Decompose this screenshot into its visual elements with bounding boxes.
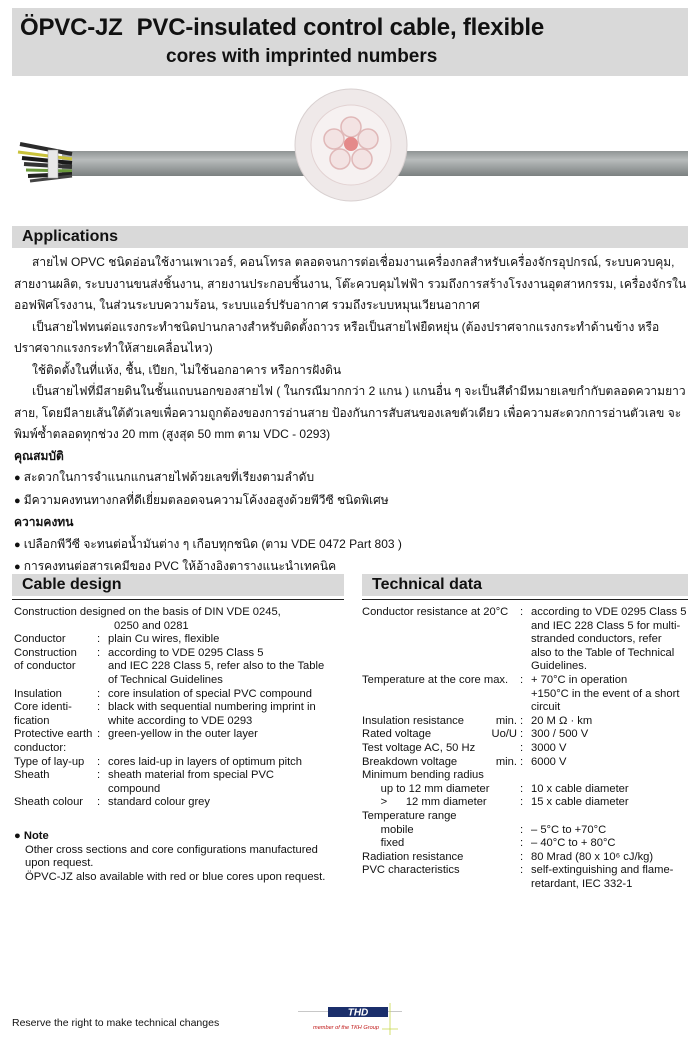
tech-qualifier [488, 837, 520, 851]
spec-label: Construction [14, 646, 77, 659]
tech-row [362, 633, 688, 647]
spec-value: standard colour grey [108, 796, 210, 809]
tech-label: > 12 mm diameter [362, 796, 487, 809]
tech-qualifier [488, 742, 520, 756]
tech-row [362, 647, 688, 661]
product-title: PVC-insulated control cable, flexible [136, 14, 544, 41]
tech-row [362, 796, 688, 810]
colon: : [520, 673, 524, 686]
colon: : [520, 714, 524, 727]
colon: : [520, 728, 524, 741]
spec-value [108, 742, 344, 756]
tech-qualifier [488, 851, 520, 865]
tech-row [362, 674, 688, 688]
construction-intro: 0250 and 0281 [114, 619, 189, 632]
tech-value: – 5°C to +70°C [531, 823, 607, 836]
tech-label [362, 688, 488, 702]
tech-label: Test voltage AC, 50 Hz [362, 741, 476, 754]
spec-row [14, 633, 344, 647]
tech-row [362, 783, 688, 797]
tech-qualifier [488, 688, 520, 702]
page-title [20, 14, 544, 42]
tech-row [362, 701, 688, 715]
spec-value: compound [108, 782, 161, 795]
spec-row [14, 756, 344, 770]
colon [520, 878, 531, 892]
tech-value: circuit [531, 701, 561, 714]
tech-row [362, 728, 688, 742]
colon: : [97, 701, 101, 714]
colon [520, 701, 531, 715]
spec-label: Sheath [14, 769, 50, 782]
spec-value: white according to VDE 0293 [108, 714, 253, 727]
tech-qualifier [662, 769, 694, 783]
spec-label: Conductor [14, 633, 66, 646]
tech-row [362, 756, 688, 770]
svg-text:THD: THD [347, 1007, 369, 1019]
tech-qualifier [488, 701, 520, 715]
note-text: Other cross sections and core configurations manufactured [25, 843, 318, 856]
colon: : [97, 687, 101, 700]
spec-row [14, 701, 344, 715]
tech-qualifier [488, 878, 520, 892]
tech-row [362, 620, 688, 634]
cable-design-body [14, 606, 344, 884]
tech-label [362, 701, 488, 715]
tech-label: fixed [362, 837, 405, 850]
tech-value: stranded conductors, refer [531, 633, 662, 646]
technical-data-bar [362, 574, 688, 596]
spec-row [14, 728, 344, 742]
tech-label: Temperature at the core max. [362, 673, 509, 686]
colon [520, 660, 531, 674]
tech-label: Breakdown voltage [362, 755, 458, 768]
tech-row [362, 851, 688, 865]
tech-qualifier [488, 674, 520, 688]
applications-paragraph: เป็นสายไฟที่มีสายดินในชั้นแถบนอกของสายไฟ ( ในกรณีมากกว่า 2 แกน ) แกนอื่น ๆ จะเป็นสีดำมีหมายเลขกำกับตลอดความยาวสาย, โดยมีลายเส้นใต้ตัวเลขเพื่อความถูกต้องของการอ่านสาย ป้องกันการสับสนของเลขตัวเดียว เพื่อความสะดวกการอ่านตัวเลข จะพิมพ์ซ้ำตลอดทุกช่วง 20 mm (สูงสุด 50 mm ตาม VDC - 0293) [14, 384, 686, 441]
spec-row [14, 674, 344, 688]
spec-label: Core identi- [14, 701, 72, 714]
spec-value: and IEC 228 Class 5, refer also to the Table [108, 660, 325, 673]
tech-value: +150°C in the event of a short [531, 687, 680, 700]
spec-value: sheath material from special PVC [108, 769, 275, 782]
tech-value: – 40°C to + 80°C [531, 837, 616, 850]
tech-value: also to the Table of Technical [531, 646, 675, 659]
tech-value: 15 x cable diameter [531, 796, 629, 809]
spec-row [14, 660, 344, 674]
resistance-item: ● การคงทนต่อสารเคมีของ PVC ให้อ้างอิงตารางแนะนำเทคนิค [14, 556, 688, 579]
spec-value: plain Cu wires, flexible [108, 633, 220, 646]
tech-value: 20 M Ω · km [531, 714, 593, 727]
tech-row [362, 715, 688, 729]
colon: : [520, 796, 524, 809]
exposed-cores [18, 144, 72, 181]
spec-label [14, 783, 97, 797]
page-subtitle: cores with imprinted numbers [166, 46, 438, 67]
tech-label: Radiation resistance [362, 850, 464, 863]
spec-label: Protective earth [14, 728, 93, 741]
footer-note: Reserve the right to make technical changes [12, 1017, 220, 1029]
spec-value: cores laid-up in layers of optimum pitch [108, 755, 303, 768]
colon: : [97, 646, 101, 659]
spec-label: Insulation [14, 687, 62, 700]
tech-qualifier [488, 606, 520, 620]
tech-value: and IEC 228 Class 5 for multi- [531, 619, 681, 632]
spec-value: according to VDE 0295 Class 5 [108, 646, 264, 659]
colon [520, 688, 531, 702]
colon: : [97, 633, 101, 646]
technical-data-body [362, 606, 688, 891]
tech-value: 6000 V [531, 755, 567, 768]
tech-row [362, 837, 688, 851]
spec-row [14, 688, 344, 702]
tech-label [362, 633, 488, 647]
applications-body [14, 252, 688, 579]
spec-label: conductor: [14, 741, 67, 754]
tech-label: up to 12 mm diameter [362, 782, 490, 795]
applications-paragraph: ใช้ติดตั้งในที่แห้ง, ชื้น, เปียก, ไม่ใช้นอกอาคาร หรือการฝังดิน [32, 362, 342, 377]
tech-qualifier: min. [495, 755, 517, 768]
colon [520, 633, 531, 647]
tech-value: according to VDE 0295 Class 5 [531, 606, 687, 618]
spec-value: black with sequential numbering imprint in [108, 701, 316, 714]
tech-qualifier [488, 620, 520, 634]
resistance-heading: ความคงทน [14, 515, 74, 529]
tech-label: PVC characteristics [362, 864, 460, 877]
tech-qualifier [662, 810, 694, 824]
colon: : [97, 755, 101, 768]
cable-illustration [12, 84, 688, 214]
construction-intro: Construction designed on the basis of DIN VDE 0245, [14, 606, 281, 618]
colon: : [97, 728, 101, 741]
property-item: ● มีความคงทนทางกลที่ดีเยี่ยมตลอดจนความโค้งงอสูงด้วยพีวีซี ชนิดพิเศษ [14, 490, 688, 513]
tech-label [362, 620, 488, 634]
tech-qualifier [488, 633, 520, 647]
spec-row [14, 715, 344, 729]
divider [362, 599, 688, 600]
colon [520, 620, 531, 634]
tech-value: 10 x cable diameter [531, 782, 629, 795]
colon [694, 810, 700, 824]
tech-label: Minimum bending radius [362, 769, 484, 782]
tech-value: 3000 V [531, 741, 567, 754]
tech-row [362, 742, 688, 756]
tech-qualifier [488, 864, 520, 878]
spec-row [14, 783, 344, 797]
tech-qualifier [488, 796, 520, 810]
applications-paragraph: สายไฟ OPVC ชนิดอ่อนใช้งานเพาเวอร์, คอนโทรล ตลอดจนการต่อเชื่อมงานเครื่องกลสำหรับเครื่องจักรอุปกรณ์, ระบบควบคุม, สายงานผลิต, ระบบงานขนส่งชิ้นงาน, สายงานประกอบชิ้นงาน, โต๊ะควบคุมไฟฟ้า รวมถึงการสร้างโรงงานอุตสาหกรรม, เครื่องจักรในออฟฟิศโรงงาน, ในส่วนระบบความร้อน, ระบบแอร์ปรับอากาศ รวมถึงระบบหมุนเวียนอากาศ [14, 255, 687, 312]
property-item: ● สะดวกในการจำแนกแกนสายไฟด้วยเลขที่เรียงตามลำดับ [14, 467, 688, 490]
cable-design-heading: Cable design [22, 576, 122, 593]
spec-row [14, 769, 344, 783]
tech-label [362, 647, 488, 661]
tech-qualifier [488, 783, 520, 797]
note-heading: ● Note [14, 829, 49, 842]
colon: : [520, 837, 524, 850]
colon: : [520, 741, 524, 754]
tech-row [362, 878, 688, 892]
svg-text:member of the TKH Group: member of the TKH Group [313, 1025, 379, 1031]
tech-label [362, 660, 488, 674]
tech-label: Insulation resistance [362, 714, 464, 727]
colon: : [97, 796, 101, 809]
tech-value: 80 Mrad (80 x 10⁶ cJ/kg) [531, 850, 654, 863]
technical-data-heading: Technical data [372, 576, 482, 593]
tech-value: Guidelines. [531, 660, 587, 673]
tech-row [362, 864, 688, 878]
colon [97, 660, 108, 674]
tech-value: 300 / 500 V [531, 728, 589, 741]
colon: : [520, 823, 524, 836]
spec-row [14, 742, 344, 756]
spec-value: core insulation of special PVC compound [108, 687, 312, 700]
tech-qualifier [488, 824, 520, 838]
colon: : [97, 769, 101, 782]
colon [520, 647, 531, 661]
note-text: ÖPVC-JZ also available with red or blue cores upon request. [25, 870, 326, 883]
colon: : [520, 782, 524, 795]
applications-heading: Applications [22, 228, 119, 245]
spec-value: of Technical Guidelines [108, 673, 223, 686]
colon [97, 715, 108, 729]
tech-label: Temperature range [362, 809, 457, 822]
tech-qualifier [488, 660, 520, 674]
colon: : [520, 864, 524, 877]
colon [97, 742, 108, 756]
thd-logo [298, 1003, 402, 1035]
cable-design-bar [12, 574, 344, 596]
tech-row [362, 688, 688, 702]
product-code: ÖPVC-JZ [20, 14, 123, 41]
note-text: upon request. [25, 857, 94, 870]
spec-label: Sheath colour [14, 796, 84, 809]
tech-row [362, 810, 688, 824]
applications-paragraph: เป็นสายไฟทนต่อแรงกระทำชนิดปานกลางสำหรับติดตั้งถาวร หรือเป็นสายไฟยืดหยุ่น (ต้องปราศจากแรงกระทำด้านข้าง หรือปราศจากแรงกระทำให้สายเคลื่อนไหว) [14, 319, 660, 355]
tech-qualifier: min. [495, 714, 517, 727]
page-header [12, 8, 688, 76]
colon [694, 769, 700, 783]
tech-label: mobile [362, 823, 414, 836]
tech-row [362, 606, 688, 620]
resistance-item: ● เปลือกพีวีซี จะทนต่อน้ำมันต่าง ๆ เกือบทุกชนิด (ตาม VDE 0472 Part 803 ) [14, 534, 688, 557]
tech-value: retardant, IEC 332-1 [531, 877, 633, 890]
tech-qualifier [488, 647, 520, 661]
colon: : [520, 755, 524, 768]
colon [97, 674, 108, 688]
spec-label: of conductor [14, 660, 76, 673]
spec-label: fication [14, 714, 50, 727]
spec-value: green-yellow in the outer layer [108, 728, 258, 741]
colon: : [520, 850, 524, 863]
colon [97, 783, 108, 797]
properties-heading: คุณสมบัติ [14, 448, 64, 463]
applications-bar [12, 226, 688, 248]
tech-label [362, 878, 488, 892]
tech-qualifier: Uo/U [491, 728, 517, 741]
cable-cross-section [295, 89, 407, 201]
tech-row [362, 824, 688, 838]
tech-row [362, 769, 688, 783]
spec-row [14, 796, 344, 810]
tech-value: self-extinguishing and flame- [531, 864, 674, 877]
tech-label: Rated voltage [362, 728, 432, 741]
spec-row [14, 647, 344, 661]
tech-row [362, 660, 688, 674]
spec-label: Type of lay-up [14, 755, 85, 768]
colon: : [520, 606, 524, 618]
spec-label [14, 674, 97, 688]
tech-label: Conductor resistance at 20°C [362, 606, 509, 618]
divider [12, 599, 344, 600]
tech-value: + 70°C in operation [531, 673, 628, 686]
